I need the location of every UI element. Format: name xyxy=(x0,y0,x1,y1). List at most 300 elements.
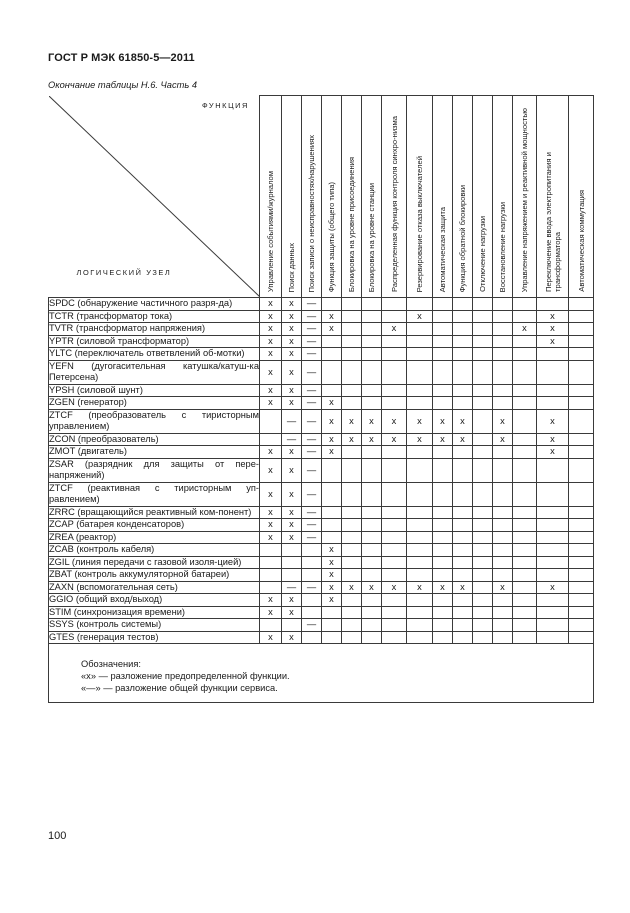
decomposition-mark-cell: x xyxy=(260,631,282,644)
function-column-header xyxy=(453,96,473,298)
decomposition-mark-cell xyxy=(493,556,513,569)
decomposition-mark-cell xyxy=(302,594,322,607)
decomposition-mark-cell xyxy=(537,619,569,632)
decomposition-mark-cell xyxy=(433,446,453,459)
logical-node-cell: ZGIL (линия передачи с газовой изоля-цией) xyxy=(49,556,260,569)
decomposition-mark-cell: x xyxy=(322,323,342,336)
decomposition-mark-cell: — xyxy=(302,531,322,544)
decomposition-mark-cell xyxy=(537,556,569,569)
decomposition-mark-cell: x xyxy=(260,458,282,482)
logical-node-cell: ZCAB (контроль кабеля) xyxy=(49,544,260,557)
decomposition-mark-cell: — xyxy=(302,581,322,594)
decomposition-mark-cell: x xyxy=(282,323,302,336)
decomposition-mark-cell xyxy=(473,384,493,397)
table-row xyxy=(49,458,594,482)
decomposition-mark-cell xyxy=(473,348,493,361)
decomposition-mark-cell: x xyxy=(260,397,282,410)
decomposition-mark-cell xyxy=(322,335,342,348)
function-column-label: Автоматическая защита xyxy=(438,206,447,292)
logical-node-cell: ZBAT (контроль аккумуляторной батареи) xyxy=(49,569,260,582)
table-row xyxy=(49,335,594,348)
decomposition-mark-cell: x xyxy=(322,544,342,557)
table-row xyxy=(49,531,594,544)
table-row xyxy=(49,384,594,397)
decomposition-mark-cell: x xyxy=(342,581,362,594)
decomposition-mark-cell xyxy=(362,482,382,506)
logical-node-cell: ZMOT (двигатель) xyxy=(49,446,260,459)
decomposition-mark-cell xyxy=(569,519,594,532)
decomposition-mark-cell: x xyxy=(260,506,282,519)
decomposition-mark-cell xyxy=(407,458,433,482)
decomposition-mark-cell xyxy=(453,384,473,397)
decomposition-mark-cell xyxy=(362,446,382,459)
decomposition-mark-cell xyxy=(473,569,493,582)
legend-cell xyxy=(49,644,594,703)
logical-node-cell: TCTR (трансформатор тока) xyxy=(49,310,260,323)
diagonal-divider-line xyxy=(49,96,260,297)
decomposition-mark-cell xyxy=(493,310,513,323)
decomposition-mark-cell xyxy=(513,606,537,619)
decomposition-mark-cell xyxy=(282,619,302,632)
decomposition-mark-cell xyxy=(513,544,537,557)
table-row xyxy=(49,606,594,619)
decomposition-mark-cell xyxy=(260,544,282,557)
decomposition-mark-cell: x xyxy=(537,409,569,433)
decomposition-mark-cell xyxy=(260,619,282,632)
decomposition-mark-cell: x xyxy=(322,310,342,323)
decomposition-mark-cell xyxy=(302,606,322,619)
function-column-header xyxy=(282,96,302,298)
decomposition-mark-cell xyxy=(473,446,493,459)
logical-node-cell: TVTR (трансформатор напряжения) xyxy=(49,323,260,336)
decomposition-mark-cell xyxy=(513,631,537,644)
decomposition-mark-cell xyxy=(473,482,493,506)
table-row xyxy=(49,544,594,557)
logical-node-cell: ZCAP (батарея конденсаторов) xyxy=(49,519,260,532)
decomposition-mark-cell: x xyxy=(407,310,433,323)
function-column-label: Управление событиями/журналом xyxy=(266,170,275,292)
function-column-label: Блокировка на уровне присоединения xyxy=(347,156,356,292)
decomposition-mark-cell: x xyxy=(260,335,282,348)
decomposition-mark-cell: x xyxy=(433,409,453,433)
decomposition-mark-cell: x xyxy=(260,360,282,384)
decomposition-mark-cell xyxy=(493,335,513,348)
decomposition-mark-cell xyxy=(322,506,342,519)
decomposition-mark-cell xyxy=(382,569,407,582)
decomposition-mark-cell xyxy=(513,433,537,446)
table-row xyxy=(49,397,594,410)
decomposition-mark-cell: — xyxy=(302,384,322,397)
decomposition-mark-cell xyxy=(362,458,382,482)
decomposition-mark-cell xyxy=(493,446,513,459)
decomposition-mark-cell xyxy=(453,397,473,410)
decomposition-mark-cell xyxy=(362,348,382,361)
decomposition-mark-cell xyxy=(433,519,453,532)
table-row xyxy=(49,569,594,582)
decomposition-mark-cell: — xyxy=(302,619,322,632)
decomposition-mark-cell xyxy=(513,310,537,323)
decomposition-mark-cell xyxy=(453,631,473,644)
decomposition-mark-cell xyxy=(513,519,537,532)
logical-node-cell: SPDC (обнаружение частичного разря-да) xyxy=(49,298,260,311)
decomposition-mark-cell xyxy=(493,384,513,397)
decomposition-mark-cell xyxy=(569,569,594,582)
logical-node-cell: SSYS (контроль системы) xyxy=(49,619,260,632)
decomposition-mark-cell: x xyxy=(407,581,433,594)
decomposition-mark-cell xyxy=(322,384,342,397)
logical-node-cell: GGIO (общий вход/выход) xyxy=(49,594,260,607)
decomposition-mark-cell xyxy=(513,569,537,582)
document-header: ГОСТ Р МЭК 61850-5—2011 xyxy=(48,52,195,64)
decomposition-mark-cell xyxy=(382,310,407,323)
decomposition-mark-cell xyxy=(473,310,493,323)
decomposition-mark-cell xyxy=(493,569,513,582)
logical-node-cell: YLTC (переключатель ответвлений об-мотки) xyxy=(49,348,260,361)
decomposition-mark-cell xyxy=(322,631,342,644)
decomposition-mark-cell xyxy=(302,631,322,644)
decomposition-mark-cell xyxy=(433,458,453,482)
decomposition-mark-cell: x xyxy=(322,594,342,607)
decomposition-mark-cell xyxy=(362,323,382,336)
decomposition-mark-cell: x xyxy=(433,433,453,446)
function-column-header xyxy=(302,96,322,298)
table-row xyxy=(49,310,594,323)
decomposition-mark-cell xyxy=(322,348,342,361)
decomposition-mark-cell xyxy=(342,606,362,619)
function-column-header xyxy=(513,96,537,298)
decomposition-mark-cell: x xyxy=(453,433,473,446)
decomposition-mark-cell xyxy=(473,606,493,619)
decomposition-mark-cell: x xyxy=(362,409,382,433)
decomposition-mark-cell xyxy=(569,531,594,544)
decomposition-mark-cell xyxy=(382,544,407,557)
decomposition-mark-cell xyxy=(513,594,537,607)
decomposition-mark-cell xyxy=(513,348,537,361)
decomposition-mark-cell xyxy=(433,348,453,361)
decomposition-mark-cell xyxy=(537,519,569,532)
decomposition-mark-cell xyxy=(537,506,569,519)
decomposition-mark-cell xyxy=(493,360,513,384)
decomposition-mark-cell xyxy=(473,594,493,607)
decomposition-mark-cell xyxy=(433,482,453,506)
decomposition-mark-cell: x xyxy=(453,581,473,594)
decomposition-mark-cell: x xyxy=(282,335,302,348)
decomposition-mark-cell xyxy=(493,458,513,482)
logical-node-cell: STIM (синхронизация времени) xyxy=(49,606,260,619)
decomposition-mark-cell: x xyxy=(342,409,362,433)
function-column-label: Поиск записи о неисправностях/нарушениях xyxy=(307,134,316,292)
logical-node-cell: ZTCF (реактивная с тиристорным уп-равлением) xyxy=(49,482,259,504)
legend-item-cross: «x» — разложение предопределенной функции. xyxy=(81,671,290,681)
decomposition-mark-cell xyxy=(260,569,282,582)
decomposition-mark-cell: — xyxy=(302,409,322,433)
decomposition-mark-cell xyxy=(362,298,382,311)
decomposition-mark-cell xyxy=(493,397,513,410)
decomposition-mark-cell: x xyxy=(322,569,342,582)
decomposition-mark-cell: x xyxy=(282,631,302,644)
decomposition-mark-cell xyxy=(569,631,594,644)
diagonal-header-cell xyxy=(49,96,260,298)
function-column-label: Переключение ввода электропитания и трансформатора xyxy=(543,152,562,292)
function-column-header xyxy=(260,96,282,298)
decomposition-mark-cell: x xyxy=(260,310,282,323)
function-node-table xyxy=(48,95,594,703)
decomposition-mark-cell xyxy=(453,506,473,519)
decomposition-mark-cell xyxy=(407,298,433,311)
decomposition-mark-cell: x xyxy=(537,433,569,446)
decomposition-mark-cell xyxy=(569,360,594,384)
decomposition-mark-cell xyxy=(322,482,342,506)
decomposition-mark-cell: x xyxy=(382,409,407,433)
decomposition-mark-cell xyxy=(493,606,513,619)
decomposition-mark-cell: x xyxy=(537,310,569,323)
logical-node-cell: ZGEN (генератор) xyxy=(49,397,260,410)
decomposition-mark-cell: x xyxy=(433,581,453,594)
decomposition-mark-cell xyxy=(513,506,537,519)
decomposition-mark-cell xyxy=(342,458,362,482)
table-row xyxy=(49,348,594,361)
decomposition-mark-cell xyxy=(493,544,513,557)
decomposition-mark-cell xyxy=(537,531,569,544)
decomposition-mark-cell xyxy=(569,348,594,361)
decomposition-mark-cell xyxy=(569,433,594,446)
decomposition-mark-cell xyxy=(537,384,569,397)
decomposition-mark-cell xyxy=(473,335,493,348)
decomposition-mark-cell: x xyxy=(260,531,282,544)
decomposition-mark-cell: x xyxy=(322,556,342,569)
decomposition-mark-cell xyxy=(407,323,433,336)
decomposition-mark-cell xyxy=(407,569,433,582)
decomposition-mark-cell xyxy=(407,384,433,397)
decomposition-mark-cell xyxy=(342,482,362,506)
decomposition-mark-cell xyxy=(342,310,362,323)
decomposition-mark-cell xyxy=(537,482,569,506)
decomposition-mark-cell xyxy=(362,531,382,544)
decomposition-mark-cell xyxy=(433,323,453,336)
function-column-header xyxy=(433,96,453,298)
decomposition-mark-cell xyxy=(260,433,282,446)
decomposition-mark-cell xyxy=(513,397,537,410)
decomposition-mark-cell xyxy=(362,606,382,619)
decomposition-mark-cell xyxy=(433,556,453,569)
decomposition-mark-cell xyxy=(513,619,537,632)
decomposition-mark-cell: x xyxy=(260,348,282,361)
decomposition-mark-cell xyxy=(569,482,594,506)
decomposition-mark-cell xyxy=(569,446,594,459)
decomposition-mark-cell xyxy=(302,544,322,557)
decomposition-mark-cell: x xyxy=(407,433,433,446)
decomposition-mark-cell xyxy=(382,384,407,397)
decomposition-mark-cell: x xyxy=(342,433,362,446)
decomposition-mark-cell xyxy=(342,569,362,582)
decomposition-mark-cell: x xyxy=(322,409,342,433)
decomposition-mark-cell xyxy=(473,298,493,311)
decomposition-mark-cell xyxy=(513,458,537,482)
decomposition-mark-cell xyxy=(473,531,493,544)
decomposition-mark-cell xyxy=(407,594,433,607)
decomposition-mark-cell xyxy=(473,631,493,644)
decomposition-mark-cell xyxy=(342,506,362,519)
decomposition-mark-cell xyxy=(260,556,282,569)
decomposition-mark-cell xyxy=(453,606,473,619)
decomposition-mark-cell xyxy=(433,619,453,632)
decomposition-mark-cell xyxy=(407,544,433,557)
decomposition-mark-cell xyxy=(362,360,382,384)
decomposition-mark-cell: — xyxy=(302,310,322,323)
decomposition-mark-cell xyxy=(382,506,407,519)
decomposition-mark-cell xyxy=(569,506,594,519)
legend-title: Обозначения: xyxy=(81,659,141,669)
table-row xyxy=(49,581,594,594)
decomposition-mark-cell: x xyxy=(282,384,302,397)
logical-node-cell: YEFN (дугогасительная катушка/катуш-ка Петерсена) xyxy=(49,360,259,382)
function-column-header xyxy=(362,96,382,298)
decomposition-mark-cell xyxy=(537,606,569,619)
decomposition-mark-cell xyxy=(282,544,302,557)
decomposition-mark-cell xyxy=(493,348,513,361)
decomposition-mark-cell xyxy=(493,298,513,311)
decomposition-mark-cell: x xyxy=(282,506,302,519)
decomposition-mark-cell: x xyxy=(537,446,569,459)
decomposition-mark-cell xyxy=(342,631,362,644)
decomposition-mark-cell xyxy=(473,556,493,569)
decomposition-mark-cell: x xyxy=(493,433,513,446)
function-column-label: Функция защиты (общего типа) xyxy=(327,181,336,292)
decomposition-mark-cell: x xyxy=(382,323,407,336)
decomposition-mark-cell xyxy=(322,619,342,632)
decomposition-mark-cell xyxy=(362,619,382,632)
decomposition-mark-cell xyxy=(453,348,473,361)
decomposition-mark-cell xyxy=(453,531,473,544)
decomposition-mark-cell xyxy=(362,506,382,519)
decomposition-mark-cell xyxy=(493,519,513,532)
decomposition-mark-cell xyxy=(382,531,407,544)
decomposition-mark-cell xyxy=(382,519,407,532)
decomposition-mark-cell xyxy=(537,631,569,644)
decomposition-mark-cell xyxy=(453,310,473,323)
decomposition-mark-cell: — xyxy=(302,458,322,482)
table-row xyxy=(49,631,594,644)
decomposition-mark-cell xyxy=(453,519,473,532)
decomposition-mark-cell xyxy=(362,384,382,397)
decomposition-mark-cell xyxy=(382,458,407,482)
decomposition-mark-cell: x xyxy=(282,360,302,384)
decomposition-mark-cell: x xyxy=(537,581,569,594)
decomposition-mark-cell xyxy=(382,360,407,384)
decomposition-mark-cell xyxy=(453,619,473,632)
decomposition-mark-cell xyxy=(342,556,362,569)
decomposition-mark-cell xyxy=(433,569,453,582)
decomposition-mark-cell xyxy=(473,519,493,532)
decomposition-mark-cell: x xyxy=(362,433,382,446)
decomposition-mark-cell xyxy=(537,360,569,384)
logical-node-cell: YPTR (силовой трансформатор) xyxy=(49,335,260,348)
function-column-label: Резервирование отказа выключателей xyxy=(415,155,424,292)
legend-row xyxy=(49,644,594,703)
decomposition-mark-cell xyxy=(569,458,594,482)
decomposition-mark-cell: — xyxy=(302,482,322,506)
decomposition-mark-cell xyxy=(569,335,594,348)
decomposition-mark-cell xyxy=(342,360,362,384)
decomposition-mark-cell: x xyxy=(282,298,302,311)
table-row xyxy=(49,323,594,336)
decomposition-mark-cell: x xyxy=(493,409,513,433)
table-row xyxy=(49,519,594,532)
decomposition-mark-cell: x xyxy=(362,581,382,594)
decomposition-mark-cell xyxy=(473,544,493,557)
decomposition-mark-cell xyxy=(473,323,493,336)
decomposition-mark-cell xyxy=(537,348,569,361)
decomposition-mark-cell xyxy=(537,458,569,482)
decomposition-mark-cell: x xyxy=(260,298,282,311)
decomposition-mark-cell xyxy=(537,397,569,410)
decomposition-mark-cell xyxy=(569,619,594,632)
decomposition-mark-cell xyxy=(322,531,342,544)
decomposition-mark-cell: x xyxy=(260,519,282,532)
decomposition-mark-cell xyxy=(433,384,453,397)
decomposition-mark-cell xyxy=(513,482,537,506)
decomposition-mark-cell xyxy=(407,482,433,506)
decomposition-mark-cell xyxy=(362,397,382,410)
decomposition-mark-cell: x xyxy=(322,397,342,410)
decomposition-mark-cell xyxy=(322,519,342,532)
decomposition-mark-cell xyxy=(453,298,473,311)
decomposition-mark-cell: — xyxy=(282,433,302,446)
decomposition-mark-cell xyxy=(433,360,453,384)
decomposition-mark-cell xyxy=(513,446,537,459)
decomposition-mark-cell xyxy=(513,298,537,311)
decomposition-mark-cell xyxy=(569,409,594,433)
function-column-label: Блокировка на уровне станции xyxy=(367,182,376,292)
page-number: 100 xyxy=(48,830,67,842)
decomposition-mark-cell xyxy=(407,619,433,632)
function-column-header xyxy=(407,96,433,298)
decomposition-mark-cell xyxy=(433,506,453,519)
decomposition-mark-cell xyxy=(342,335,362,348)
decomposition-mark-cell xyxy=(407,360,433,384)
function-column-label: Отключение нагрузки xyxy=(478,216,487,292)
decomposition-mark-cell xyxy=(433,594,453,607)
logical-node-cell: GTES (генерация тестов) xyxy=(49,631,260,644)
decomposition-mark-cell xyxy=(569,323,594,336)
decomposition-mark-cell xyxy=(433,631,453,644)
decomposition-mark-cell xyxy=(342,384,362,397)
decomposition-mark-cell: — xyxy=(302,360,322,384)
decomposition-mark-cell: x xyxy=(282,594,302,607)
decomposition-mark-cell xyxy=(382,298,407,311)
logical-node-axis-label: ЛОГИЧЕСКИЙ УЗЕЛ xyxy=(76,268,172,277)
function-column-header xyxy=(473,96,493,298)
decomposition-mark-cell xyxy=(493,482,513,506)
decomposition-mark-cell: x xyxy=(260,323,282,336)
decomposition-mark-cell: x xyxy=(282,458,302,482)
logical-node-cell: ZAXN (вспомогательная сеть) xyxy=(49,581,260,594)
decomposition-mark-cell: x xyxy=(322,446,342,459)
function-column-label: Поиск данных xyxy=(287,242,296,292)
decomposition-mark-cell xyxy=(513,556,537,569)
function-column-label: Восстановление нагрузки xyxy=(498,201,507,292)
decomposition-mark-cell xyxy=(569,397,594,410)
decomposition-mark-cell xyxy=(569,581,594,594)
table-row xyxy=(49,433,594,446)
decomposition-mark-cell: x xyxy=(493,581,513,594)
decomposition-mark-cell xyxy=(342,323,362,336)
decomposition-mark-cell xyxy=(342,397,362,410)
decomposition-mark-cell xyxy=(493,594,513,607)
decomposition-mark-cell xyxy=(342,519,362,532)
decomposition-mark-cell: — xyxy=(302,446,322,459)
decomposition-mark-cell xyxy=(453,323,473,336)
